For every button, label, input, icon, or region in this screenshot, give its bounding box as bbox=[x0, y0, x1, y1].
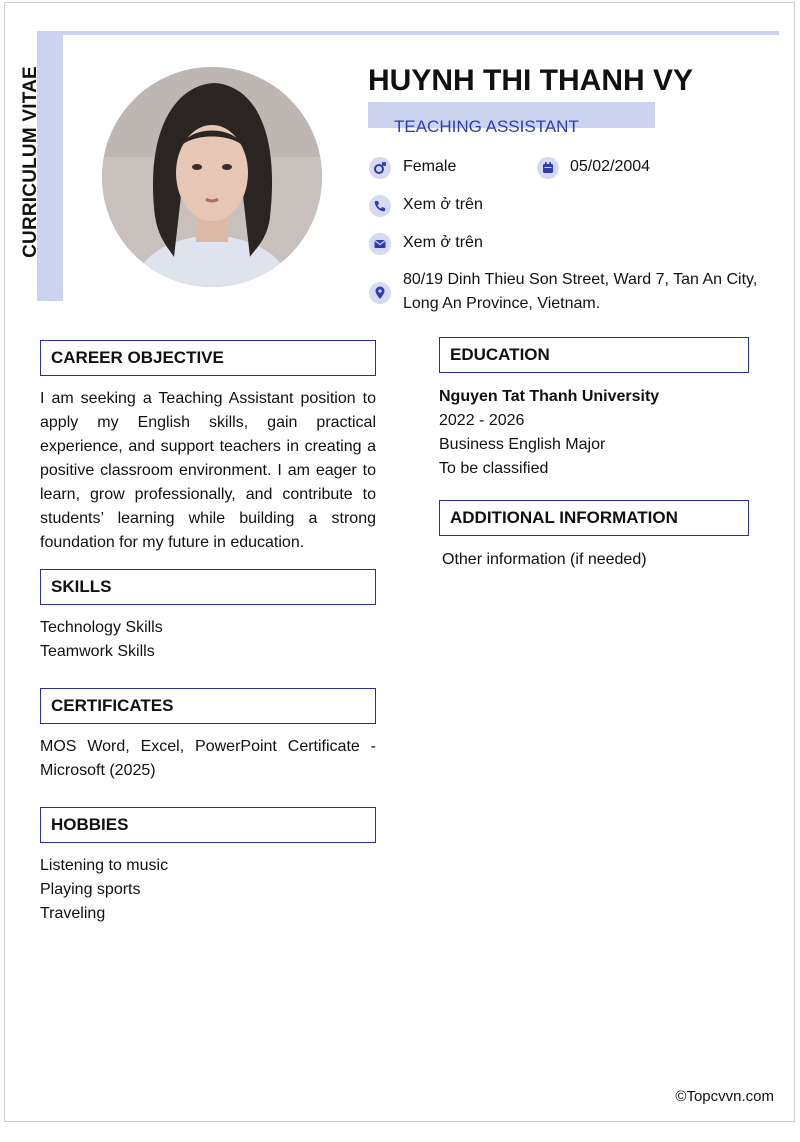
location-pin-icon bbox=[369, 282, 391, 304]
hobby-item: Playing sports bbox=[40, 881, 141, 898]
certificates-text: MOS Word, Excel, PowerPoint Certificate - Microsoft (2025) bbox=[40, 738, 376, 779]
certificates-heading: CERTIFICATES bbox=[40, 688, 376, 724]
education-classification: To be classified bbox=[439, 460, 549, 477]
email-icon bbox=[369, 233, 391, 255]
gender-text: Female bbox=[403, 158, 457, 175]
additional-info-heading: ADDITIONAL INFORMATION bbox=[439, 500, 749, 536]
skills-list bbox=[40, 616, 376, 664]
career-objective-text: I am seeking a Teaching Assistant position to apply my English skills, gain practical experience, and support teachers in creating a positive classroom environment. I am eager to learn, grow professionally, and contribute to students’ learning while building a strong foundation for my future in education. bbox=[40, 390, 376, 551]
hobbies-heading: HOBBIES bbox=[40, 807, 376, 843]
hobby-item: Traveling bbox=[40, 905, 106, 922]
education-heading: EDUCATION bbox=[439, 337, 749, 373]
vertical-title bbox=[20, 62, 42, 262]
gender-icon bbox=[369, 157, 391, 179]
additional-info-text: Other information (if needed) bbox=[442, 551, 647, 568]
skills-heading: SKILLS bbox=[40, 569, 376, 605]
calendar-icon bbox=[537, 157, 559, 179]
hobby-item: Listening to music bbox=[40, 857, 169, 874]
job-title: TEACHING ASSISTANT bbox=[394, 117, 579, 136]
education-years: 2022 - 2026 bbox=[439, 412, 525, 429]
education-school: Nguyen Tat Thanh University bbox=[439, 388, 660, 405]
hobbies-list bbox=[40, 854, 376, 926]
education-major: Business English Major bbox=[439, 436, 606, 453]
address-text: 80/19 Dinh Thieu Son Street, Ward 7, Tan An City, Long An Province, Vietnam. bbox=[403, 271, 758, 312]
education-details bbox=[439, 385, 749, 481]
vertical-title-text: CURRICULUM VITAE bbox=[20, 66, 41, 258]
skill-item: Technology Skills bbox=[40, 619, 163, 636]
skill-item: Teamwork Skills bbox=[40, 643, 155, 660]
candidate-name: HUYNH THI THANH VY bbox=[368, 64, 694, 97]
phone-text: Xem ở trên bbox=[403, 196, 483, 213]
header-accent-bar bbox=[37, 31, 779, 35]
career-objective-heading: CAREER OBJECTIVE bbox=[40, 340, 376, 376]
profile-photo-image bbox=[102, 67, 322, 287]
phone-icon bbox=[369, 195, 391, 217]
birthdate-text: 05/02/2004 bbox=[570, 158, 651, 175]
footer-credit: ©Topcvvn.com bbox=[675, 1088, 774, 1105]
email-text: Xem ở trên bbox=[403, 234, 483, 251]
profile-photo bbox=[102, 67, 322, 287]
